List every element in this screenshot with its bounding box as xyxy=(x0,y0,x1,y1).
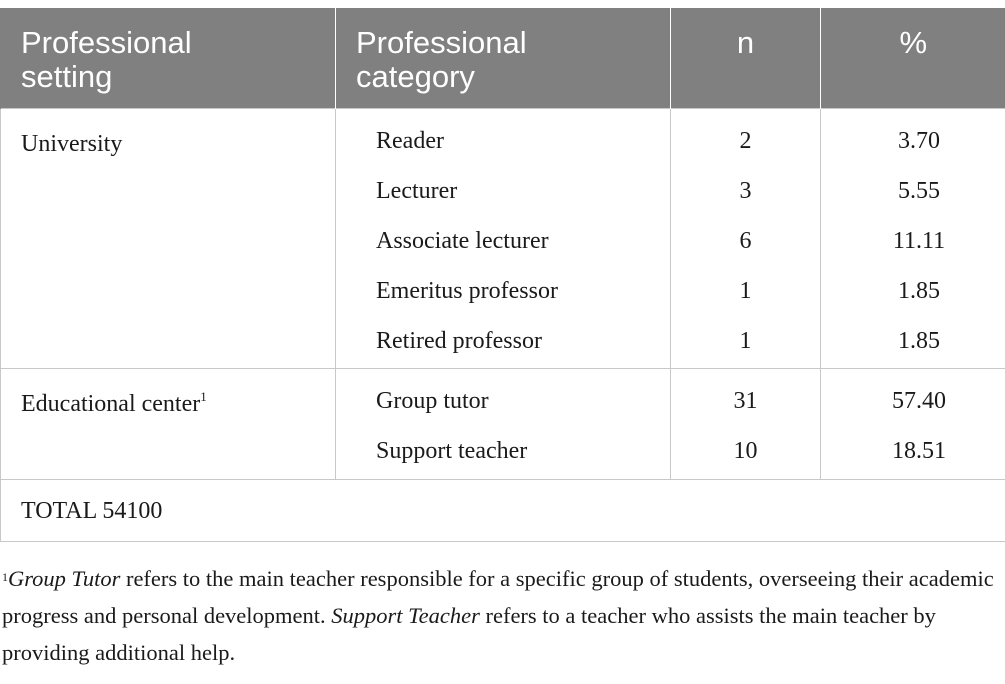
percent-value: 11.11 xyxy=(892,228,946,254)
header-percent: % xyxy=(821,8,1005,109)
cell-categories xyxy=(336,369,671,480)
n-value: 6 xyxy=(739,228,752,254)
data-table xyxy=(0,8,1005,542)
category-label: Lecturer xyxy=(376,178,458,204)
table-footnote xyxy=(2,560,1002,671)
category-label: Retired professor xyxy=(376,328,542,354)
total-cell: TOTAL 54100 xyxy=(1,480,1005,542)
n-value: 2 xyxy=(739,128,752,154)
category-label: Group tutor xyxy=(376,388,489,414)
footnote-term-group-tutor: Group Tutor xyxy=(8,566,121,591)
header-n: n xyxy=(671,8,821,109)
cell-categories xyxy=(336,109,671,369)
setting-label: University xyxy=(21,131,123,157)
header-professional-category: Professional category xyxy=(336,8,671,109)
category-label: Emeritus professor xyxy=(376,278,558,304)
n-value: 31 xyxy=(733,388,758,414)
cell-setting xyxy=(1,369,336,480)
percent-value: 1.85 xyxy=(898,328,940,354)
percent-value: 57.40 xyxy=(892,388,946,414)
percent-value: 5.55 xyxy=(898,178,940,204)
category-label: Associate lecturer xyxy=(376,228,549,254)
cell-percent-values xyxy=(821,369,1005,480)
category-label: Reader xyxy=(376,128,444,154)
n-value: 1 xyxy=(739,278,752,304)
footnote-text-1: refers to the main teacher responsible for a specific group of students, overseeing their academic progress and personal development. xyxy=(2,566,994,628)
n-value: 10 xyxy=(733,438,758,464)
n-value: 3 xyxy=(739,178,752,204)
footnote-marker: 1 xyxy=(200,389,207,404)
cell-n-values xyxy=(671,109,821,369)
category-label: Support teacher xyxy=(376,438,528,464)
footnote-mark: 1 xyxy=(2,570,8,584)
cell-percent-values xyxy=(821,109,1005,369)
cell-setting xyxy=(1,109,336,369)
footnote-term-support-teacher: Support Teacher xyxy=(331,603,480,628)
table-row-group-educational-center xyxy=(1,369,1005,480)
n-value: 1 xyxy=(739,328,752,354)
table-row-group-university xyxy=(1,109,1005,369)
percent-value: 1.85 xyxy=(898,278,940,304)
footnote-text-2: refers to a teacher who assists the main teacher by providing additional help. xyxy=(2,603,936,665)
table-row-total xyxy=(1,480,1005,542)
header-row xyxy=(1,8,1005,109)
cell-n-values xyxy=(671,369,821,480)
setting-label: Educational center xyxy=(21,391,201,417)
percent-value: 3.70 xyxy=(898,128,940,154)
header-professional-setting: Professional setting xyxy=(1,8,336,109)
percent-value: 18.51 xyxy=(892,438,946,464)
